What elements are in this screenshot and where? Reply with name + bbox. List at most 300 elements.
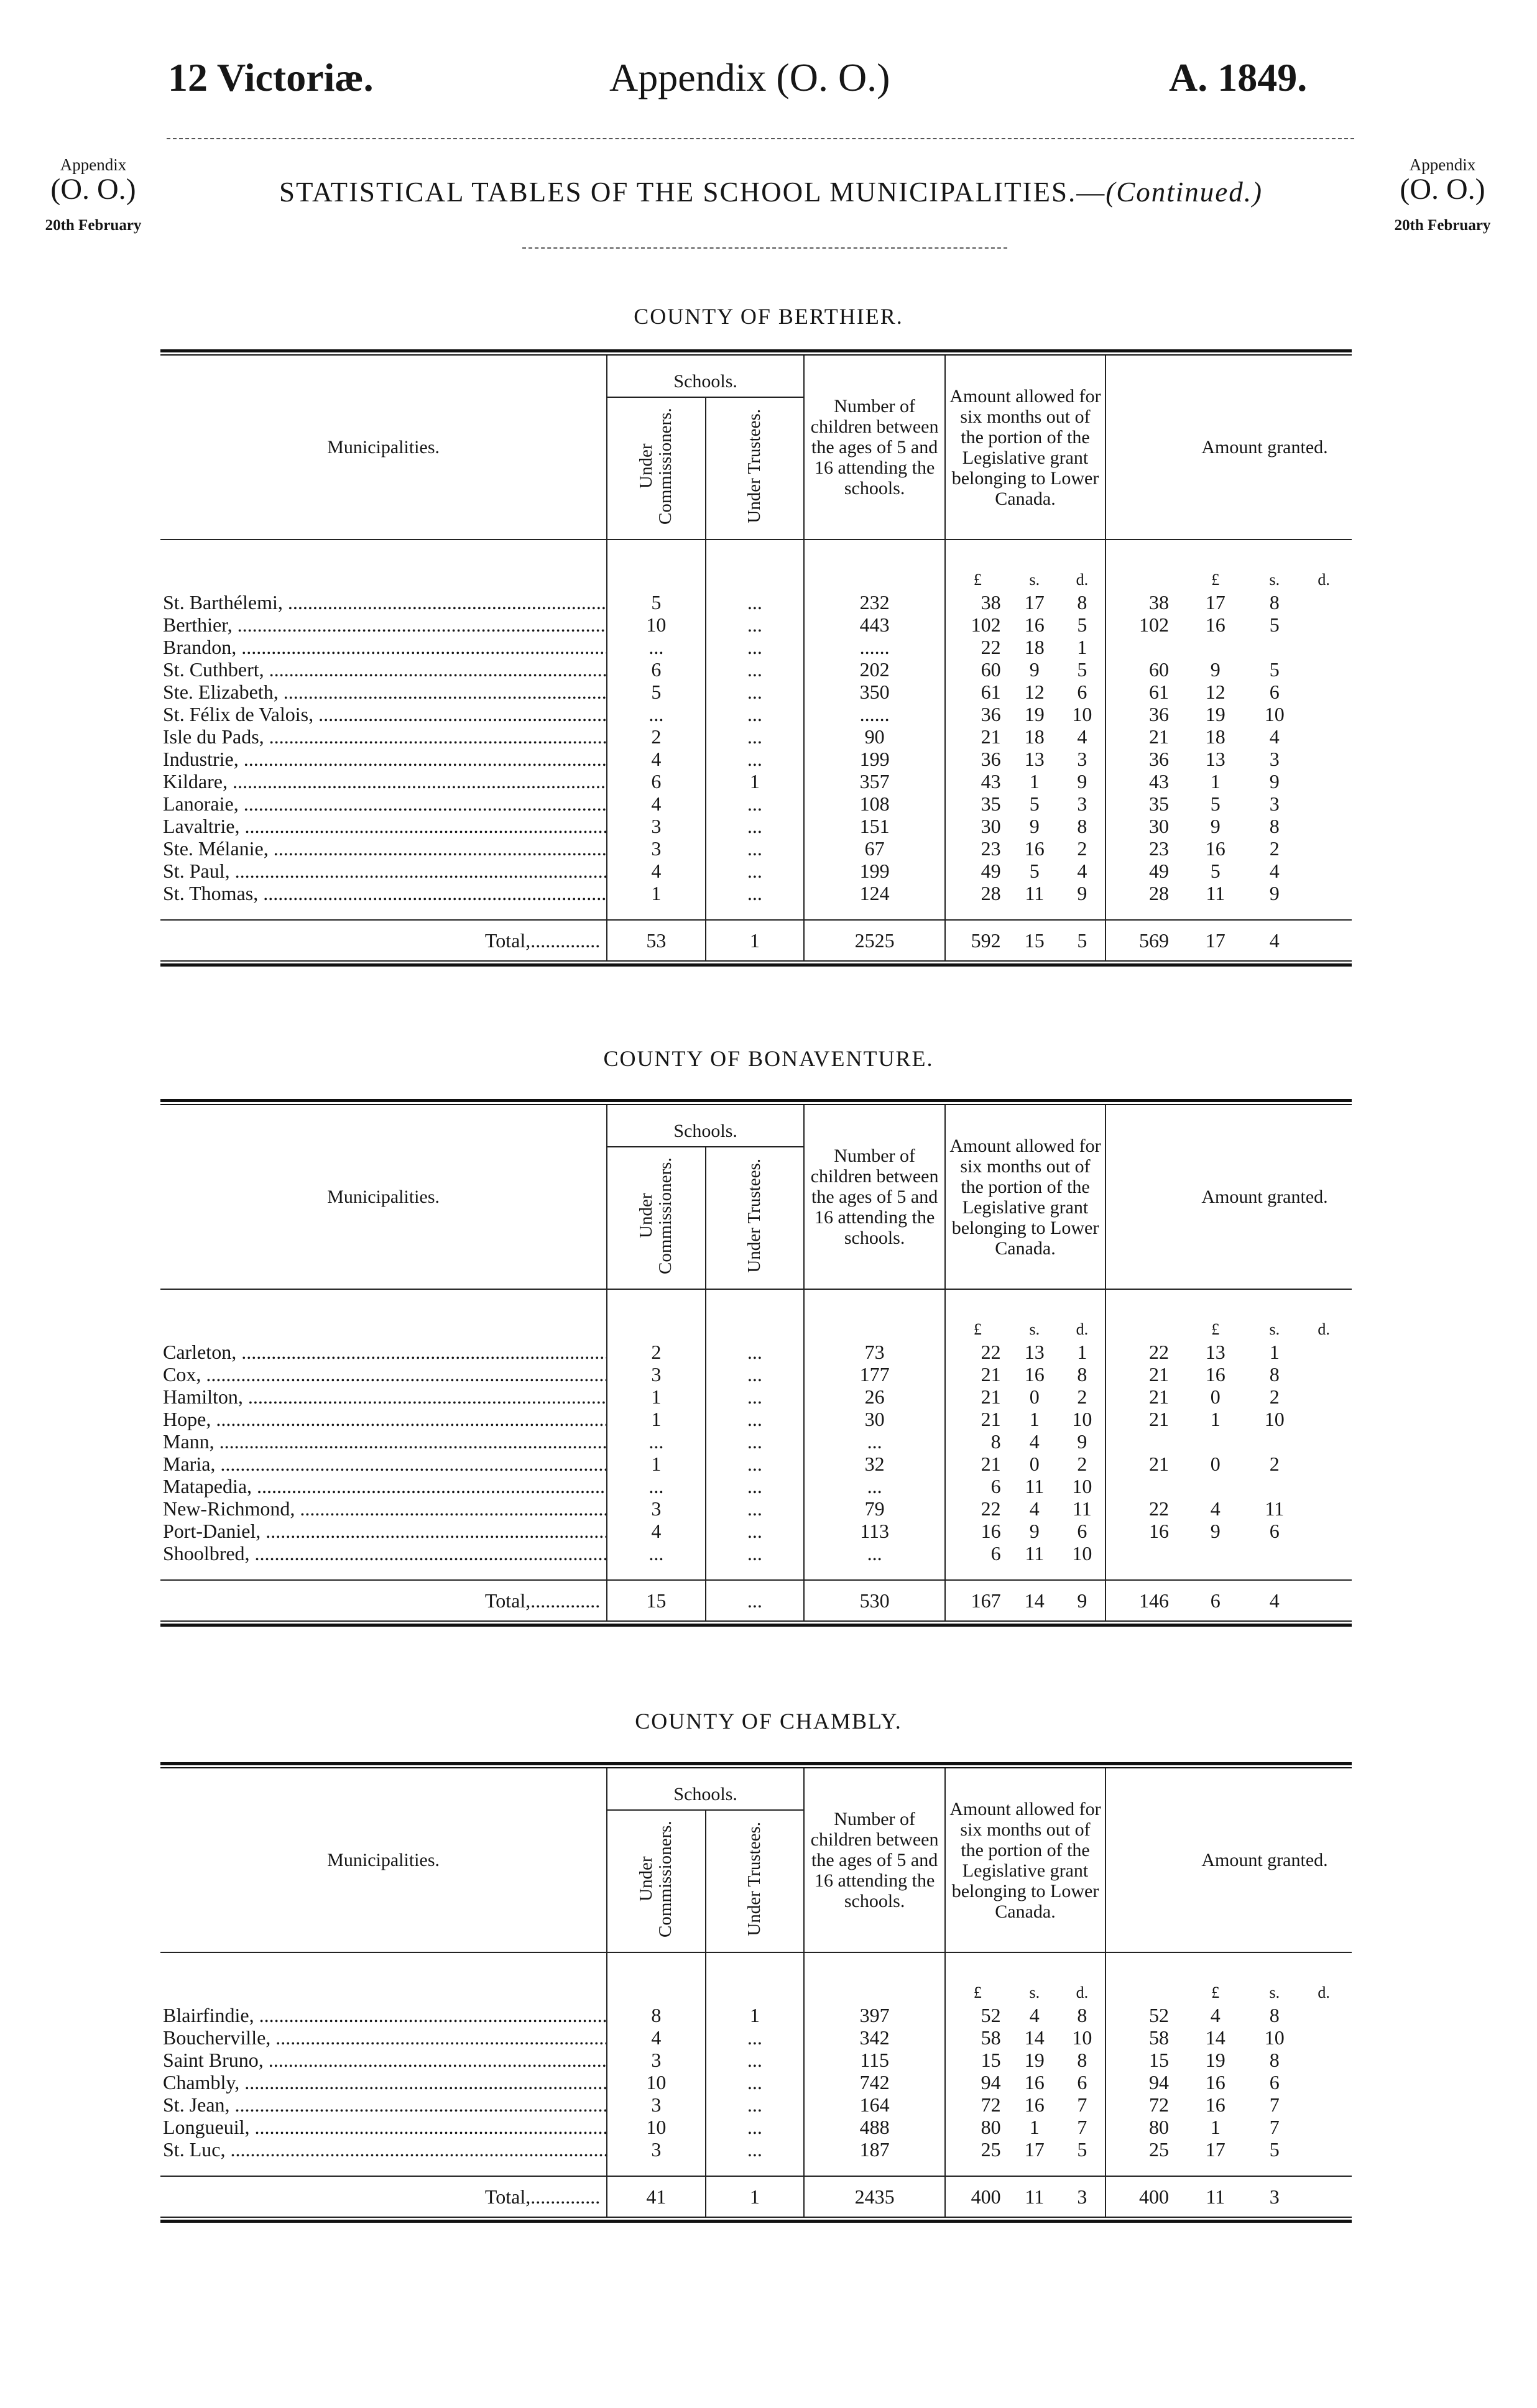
allowed-pounds-cell: 52 <box>945 2004 1010 2026</box>
header-schools: Schools. <box>607 1105 804 1147</box>
allowed-shillings-cell: 0 <box>1029 1386 1040 1408</box>
children-cell: 199 <box>804 748 945 770</box>
granted-pence-cell <box>1253 636 1296 658</box>
commissioners-cell: 4 <box>607 860 705 882</box>
header-under-trustees: Under Trustees. <box>744 1159 765 1273</box>
commissioners-cell: 3 <box>607 1363 705 1386</box>
commissioners-cell: 10 <box>607 2071 705 2093</box>
header-under-trustees: Under Trustees. <box>744 409 765 523</box>
children-cell: 164 <box>804 2093 945 2116</box>
total-trustees: 1 <box>706 920 804 960</box>
allowed-pounds-cell: 6 <box>945 1542 1010 1565</box>
header-children: Number of children between the ages of 5 and 16 attending the schools. <box>804 356 945 540</box>
children-cell: 79 <box>804 1497 945 1520</box>
allowed-pounds-cell: 21 <box>945 1363 1010 1386</box>
trustees-cell: ... <box>706 1453 804 1475</box>
municipality-name: St. Jean, <box>163 2093 230 2116</box>
allowed-pence-cell: 9 <box>1077 1430 1087 1453</box>
allowed-pence-cell: 7 <box>1077 2116 1087 2138</box>
trustees-cell: ... <box>706 1475 804 1497</box>
trustees-cell: ... <box>706 2138 804 2161</box>
allowed-pence-cell: 10 <box>1072 1542 1092 1565</box>
allowed-pounds-cell: 38 <box>945 591 1010 613</box>
granted-shillings-cell <box>1178 1475 1253 1497</box>
trustees-cell: ... <box>706 1408 804 1430</box>
table-row <box>160 725 1352 748</box>
granted-shillings-cell: 13 <box>1205 1341 1225 1363</box>
page-title-main: STATISTICAL TABLES OF THE SCHOOL MUNICIPALITIES.— <box>279 177 1106 208</box>
granted-shillings-cell: 5 <box>1210 793 1221 815</box>
table-row <box>160 1497 1352 1520</box>
granted-shillings-cell: 11 <box>1206 882 1225 904</box>
total-allowed-shillings: 14 <box>1010 1580 1059 1620</box>
header-right: A. 1849. <box>1169 55 1308 99</box>
side-note-right <box>1368 155 1517 235</box>
allowed-pounds-cell: 35 <box>945 793 1010 815</box>
granted-pounds-cell: 22 <box>1105 1341 1178 1363</box>
header-children: Number of children between the ages of 5 and 16 attending the schools. <box>804 1768 945 1952</box>
municipality-name: Boucherville, <box>163 2026 271 2049</box>
municipality-name: Lanoraie, <box>163 793 239 815</box>
table-row <box>160 1542 1352 1565</box>
granted-pounds-cell: 21 <box>1105 725 1178 748</box>
allowed-pounds-cell: 22 <box>945 636 1010 658</box>
total-granted-pence: 4 <box>1253 1580 1296 1620</box>
granted-pounds-cell: 21 <box>1105 1453 1178 1475</box>
table-row <box>160 703 1352 725</box>
total-allowed-pounds: 592 <box>945 920 1010 960</box>
county-heading-bonaventure: COUNTY OF BONAVENTURE. <box>603 1046 934 1071</box>
table-bonaventure <box>160 1099 1352 1627</box>
total-granted-pounds: 400 <box>1105 2176 1178 2217</box>
allowed-shillings-cell: 14 <box>1024 2026 1045 2049</box>
total-allowed-shillings: 11 <box>1010 2176 1059 2217</box>
table-row <box>160 658 1352 681</box>
granted-pounds-cell: 43 <box>1105 770 1178 793</box>
table-bottom-rule <box>160 2217 1352 2223</box>
granted-shillings-cell: 0 <box>1210 1386 1221 1408</box>
municipality-name: Mann, <box>163 1430 215 1453</box>
header-left: 12 Victoriæ. <box>168 55 374 99</box>
header-schools: Schools. <box>607 356 804 397</box>
trustees-cell: ... <box>706 793 804 815</box>
total-label: Total, <box>484 2185 531 2208</box>
allowed-pence-cell: 8 <box>1077 2004 1087 2026</box>
allowed-pounds-cell: 22 <box>945 1497 1010 1520</box>
trustees-cell: ... <box>706 2049 804 2071</box>
commissioners-cell: 6 <box>607 770 705 793</box>
table-row <box>160 748 1352 770</box>
commissioners-cell: 10 <box>607 2116 705 2138</box>
commissioners-cell: 8 <box>607 2004 705 2026</box>
allowed-shillings-cell: 11 <box>1025 1475 1045 1497</box>
municipality-name: Ste. Mélanie, <box>163 837 269 860</box>
table-row <box>160 2071 1352 2093</box>
allowed-shillings-cell: 9 <box>1029 815 1040 837</box>
children-cell: 177 <box>804 1363 945 1386</box>
children-cell: 350 <box>804 681 945 703</box>
side-note-left <box>19 155 168 235</box>
children-cell: 113 <box>804 1520 945 1542</box>
granted-pence-cell: 2 <box>1269 1453 1280 1475</box>
granted-pence-cell: 8 <box>1269 2004 1280 2026</box>
municipality-name: St. Cuthbert, <box>163 658 264 681</box>
allowed-pounds-cell: 80 <box>945 2116 1010 2138</box>
header-municipalities: Municipalities. <box>327 1187 440 1207</box>
municipality-name: Chambly, <box>163 2071 240 2093</box>
unit-pound: £ <box>1211 1983 1220 2001</box>
granted-pounds-cell: 36 <box>1105 748 1178 770</box>
total-children: 530 <box>804 1580 945 1620</box>
side-note-left-line3: 20th February <box>45 217 142 234</box>
trustees-cell: 1 <box>706 2004 804 2026</box>
header-rule <box>167 138 1354 139</box>
trustees-cell: ... <box>706 1520 804 1542</box>
municipality-name: Berthier, <box>163 613 233 636</box>
granted-pounds-cell: 102 <box>1105 613 1178 636</box>
unit-pound: £ <box>1211 1320 1220 1338</box>
unit-pound: £ <box>945 1982 1010 2004</box>
granted-pounds-cell: 72 <box>1105 2093 1178 2116</box>
allowed-pounds-cell: 94 <box>945 2071 1010 2093</box>
commissioners-cell: 1 <box>607 1453 705 1475</box>
allowed-pounds-cell: 21 <box>945 1386 1010 1408</box>
unit-pence: d. <box>1318 1320 1330 1338</box>
granted-pence-cell: 10 <box>1264 2026 1285 2049</box>
statistics-table <box>160 1768 1352 2217</box>
unit-shilling: s. <box>1269 571 1280 589</box>
children-cell: 90 <box>804 725 945 748</box>
granted-pounds-cell: 16 <box>1105 1520 1178 1542</box>
commissioners-cell: 4 <box>607 1520 705 1542</box>
commissioners-cell: 3 <box>607 2093 705 2116</box>
granted-shillings-cell: 12 <box>1205 681 1225 703</box>
granted-pounds-cell: 36 <box>1105 703 1178 725</box>
allowed-pounds-cell: 8 <box>945 1430 1010 1453</box>
granted-pounds-cell: 52 <box>1105 2004 1178 2026</box>
granted-pounds-cell: 49 <box>1105 860 1178 882</box>
header-amount-allowed: Amount allowed for six months out of the portion of the Legislative grant belonging to Lower Canada. <box>945 1768 1105 1952</box>
total-commissioners: 53 <box>607 920 705 960</box>
table-row <box>160 815 1352 837</box>
granted-shillings-cell: 17 <box>1205 2138 1225 2161</box>
granted-shillings-cell: 16 <box>1205 2071 1225 2093</box>
total-leader: .............. <box>530 1589 601 1612</box>
total-granted-pence: 3 <box>1253 2176 1296 2217</box>
allowed-shillings-cell: 5 <box>1029 793 1040 815</box>
unit-pound: £ <box>945 1318 1010 1341</box>
total-allowed-pence: 9 <box>1059 1580 1105 1620</box>
children-cell: 73 <box>804 1341 945 1363</box>
total-granted-shillings: 11 <box>1178 2176 1253 2217</box>
granted-pence-cell: 2 <box>1269 1386 1280 1408</box>
children-cell: ... <box>804 1475 945 1497</box>
allowed-pounds-cell: 15 <box>945 2049 1010 2071</box>
allowed-pounds-cell: 43 <box>945 770 1010 793</box>
commissioners-cell: 1 <box>607 882 705 904</box>
municipality-name: Maria, <box>163 1453 216 1475</box>
allowed-pounds-cell: 49 <box>945 860 1010 882</box>
table-row <box>160 636 1352 658</box>
statistics-table <box>160 356 1352 960</box>
allowed-shillings-cell: 16 <box>1024 613 1045 636</box>
trustees-cell: ... <box>706 2071 804 2093</box>
table-top-rule <box>160 1762 1352 1768</box>
header-under-commissioners: Under Commissioners. <box>636 1821 676 1937</box>
children-cell: 108 <box>804 793 945 815</box>
total-leader: .............. <box>530 2185 601 2208</box>
commissioners-cell: 4 <box>607 793 705 815</box>
children-cell: 32 <box>804 1453 945 1475</box>
total-granted-pence: 4 <box>1253 920 1296 960</box>
granted-shillings-cell <box>1178 1542 1253 1565</box>
trustees-cell: ... <box>706 636 804 658</box>
municipality-name: St. Paul, <box>163 860 230 882</box>
children-cell: 342 <box>804 2026 945 2049</box>
allowed-pence-cell: 1 <box>1077 1341 1087 1363</box>
allowed-pounds-cell: 72 <box>945 2093 1010 2116</box>
allowed-shillings-cell: 4 <box>1029 2004 1040 2026</box>
table-top-rule <box>160 1099 1352 1105</box>
municipality-name: New-Richmond, <box>163 1497 295 1520</box>
unit-shilling: s. <box>1029 571 1040 589</box>
allowed-pence-cell: 2 <box>1077 1453 1087 1475</box>
allowed-pounds-cell: 16 <box>945 1520 1010 1542</box>
unit-pence: d. <box>1318 1983 1330 2001</box>
granted-shillings-cell: 9 <box>1210 815 1221 837</box>
unit-pound: £ <box>945 569 1010 591</box>
total-allowed-shillings: 15 <box>1010 920 1059 960</box>
header-under-commissioners: Under Commissioners. <box>636 408 676 525</box>
total-trustees: 1 <box>706 2176 804 2217</box>
municipality-name: Kildare, <box>163 770 228 793</box>
children-cell: 397 <box>804 2004 945 2026</box>
granted-pence-cell: 3 <box>1269 748 1280 770</box>
municipality-name: Blairfindie, <box>163 2004 254 2026</box>
granted-pounds-cell <box>1105 1475 1178 1497</box>
table-row <box>160 1408 1352 1430</box>
granted-shillings-cell: 1 <box>1210 1408 1221 1430</box>
children-cell: 742 <box>804 2071 945 2093</box>
allowed-pence-cell: 7 <box>1077 2093 1087 2116</box>
unit-pence: d. <box>1076 1320 1089 1338</box>
commissioners-cell: 5 <box>607 681 705 703</box>
side-note-right-line2: (O. O.) <box>1400 173 1485 206</box>
granted-pounds-cell: 25 <box>1105 2138 1178 2161</box>
table-row <box>160 860 1352 882</box>
allowed-pounds-cell: 6 <box>945 1475 1010 1497</box>
granted-pence-cell <box>1253 1430 1296 1453</box>
commissioners-cell: ... <box>607 1430 705 1453</box>
commissioners-cell: 6 <box>607 658 705 681</box>
unit-shilling: s. <box>1269 1320 1280 1338</box>
header-under-commissioners: Under Commissioners. <box>636 1157 676 1274</box>
header-amount-granted: Amount granted. <box>1201 1850 1328 1870</box>
allowed-pence-cell: 10 <box>1072 1408 1092 1430</box>
granted-pence-cell: 8 <box>1269 2049 1280 2071</box>
table-row <box>160 1363 1352 1386</box>
granted-shillings-cell: 16 <box>1205 1363 1225 1386</box>
table-bottom-rule <box>160 960 1352 967</box>
page-title-continued: (Continued.) <box>1105 177 1263 208</box>
commissioners-cell: ... <box>607 703 705 725</box>
commissioners-cell: 3 <box>607 815 705 837</box>
municipality-name: St. Félix de Valois, <box>163 703 314 725</box>
granted-shillings-cell: 19 <box>1205 2049 1225 2071</box>
granted-shillings-cell: 16 <box>1205 837 1225 860</box>
commissioners-cell: 3 <box>607 2049 705 2071</box>
allowed-shillings-cell: 1 <box>1029 770 1040 793</box>
header-center: Appendix (O. O.) <box>609 55 890 99</box>
granted-pence-cell: 8 <box>1269 591 1280 613</box>
municipality-name: Longueuil, <box>163 2116 250 2138</box>
table-chambly <box>160 1762 1352 2223</box>
unit-shilling: s. <box>1269 1983 1280 2001</box>
total-row <box>160 1580 1352 1620</box>
total-leader: .............. <box>530 929 601 952</box>
granted-shillings-cell: 16 <box>1205 613 1225 636</box>
allowed-shillings-cell: 18 <box>1024 636 1045 658</box>
commissioners-cell: 1 <box>607 1386 705 1408</box>
children-cell: ...... <box>804 636 945 658</box>
commissioners-cell: 3 <box>607 1497 705 1520</box>
allowed-pence-cell: 11 <box>1072 1497 1092 1520</box>
municipality-name: Ste. Elizabeth, <box>163 681 279 703</box>
allowed-pence-cell: 5 <box>1077 2138 1087 2161</box>
granted-pence-cell <box>1253 1475 1296 1497</box>
commissioners-cell: 2 <box>607 1341 705 1363</box>
granted-pence-cell: 6 <box>1269 2071 1280 2093</box>
granted-pounds-cell: 21 <box>1105 1408 1178 1430</box>
county-heading-berthier: COUNTY OF BERTHIER. <box>634 304 903 329</box>
municipality-name: Industrie, <box>163 748 239 770</box>
header-under-trustees: Under Trustees. <box>744 1822 765 1936</box>
granted-pence-cell: 3 <box>1269 793 1280 815</box>
trustees-cell: ... <box>706 748 804 770</box>
commissioners-cell: ... <box>607 636 705 658</box>
municipality-name: Port-Daniel, <box>163 1520 261 1542</box>
trustees-cell: ... <box>706 725 804 748</box>
granted-pounds-cell: 60 <box>1105 658 1178 681</box>
trustees-cell: ... <box>706 2026 804 2049</box>
allowed-pence-cell: 8 <box>1077 815 1087 837</box>
granted-shillings-cell: 14 <box>1205 2026 1225 2049</box>
county-heading-chambly: COUNTY OF CHAMBLY. <box>635 1709 902 1734</box>
commissioners-cell: ... <box>607 1475 705 1497</box>
table-row <box>160 1341 1352 1363</box>
total-commissioners: 41 <box>607 2176 705 2217</box>
children-cell: 67 <box>804 837 945 860</box>
municipality-name: St. Thomas, <box>163 882 259 904</box>
allowed-shillings-cell: 9 <box>1029 658 1040 681</box>
commissioners-cell: 5 <box>607 591 705 613</box>
granted-shillings-cell: 5 <box>1210 860 1221 882</box>
granted-pounds-cell: 61 <box>1105 681 1178 703</box>
granted-shillings-cell <box>1178 1430 1253 1453</box>
allowed-pence-cell: 8 <box>1077 591 1087 613</box>
allowed-pence-cell: 10 <box>1072 703 1092 725</box>
allowed-pence-cell: 9 <box>1077 770 1087 793</box>
allowed-pounds-cell: 25 <box>945 2138 1010 2161</box>
commissioners-cell: 1 <box>607 1408 705 1430</box>
granted-pounds-cell <box>1105 1542 1178 1565</box>
allowed-pence-cell: 8 <box>1077 2049 1087 2071</box>
allowed-pounds-cell: 58 <box>945 2026 1010 2049</box>
granted-pounds-cell: 80 <box>1105 2116 1178 2138</box>
granted-pence-cell: 10 <box>1264 1408 1285 1430</box>
children-cell: 357 <box>804 770 945 793</box>
municipality-name: Saint Bruno, <box>163 2049 264 2071</box>
granted-pence-cell: 4 <box>1269 725 1280 748</box>
header-amount-granted: Amount granted. <box>1201 1187 1328 1207</box>
children-cell: 187 <box>804 2138 945 2161</box>
allowed-pence-cell: 6 <box>1077 2071 1087 2093</box>
allowed-pounds-cell: 23 <box>945 837 1010 860</box>
allowed-pence-cell: 2 <box>1077 1386 1087 1408</box>
trustees-cell: ... <box>706 860 804 882</box>
municipality-name: Matapedia, <box>163 1475 252 1497</box>
table-row <box>160 681 1352 703</box>
title-rule <box>522 247 1007 249</box>
children-cell: 443 <box>804 613 945 636</box>
table-row <box>160 2026 1352 2049</box>
trustees-cell: ... <box>706 1497 804 1520</box>
granted-pounds-cell: 94 <box>1105 2071 1178 2093</box>
granted-pence-cell: 5 <box>1269 2138 1280 2161</box>
children-cell: ... <box>804 1430 945 1453</box>
allowed-pence-cell: 4 <box>1077 860 1087 882</box>
total-allowed-pence: 5 <box>1059 920 1105 960</box>
total-row <box>160 2176 1352 2217</box>
commissioners-cell: 3 <box>607 837 705 860</box>
allowed-pence-cell: 3 <box>1077 793 1087 815</box>
municipality-name: Lavaltrie, <box>163 815 240 837</box>
table-row <box>160 2093 1352 2116</box>
allowed-shillings-cell: 16 <box>1024 1363 1045 1386</box>
allowed-shillings-cell: 13 <box>1024 1341 1045 1363</box>
trustees-cell: ... <box>706 1386 804 1408</box>
granted-pence-cell: 8 <box>1269 815 1280 837</box>
allowed-shillings-cell: 4 <box>1029 1430 1040 1453</box>
allowed-pounds-cell: 102 <box>945 613 1010 636</box>
total-label: Total, <box>484 1589 531 1612</box>
commissioners-cell: 4 <box>607 2026 705 2049</box>
commissioners-cell: ... <box>607 1542 705 1565</box>
granted-pounds-cell: 28 <box>1105 882 1178 904</box>
granted-pounds-cell <box>1105 636 1178 658</box>
granted-shillings-cell <box>1178 636 1253 658</box>
granted-shillings-cell: 9 <box>1210 1520 1221 1542</box>
header-amount-granted: Amount granted. <box>1201 437 1328 457</box>
granted-pounds-cell: 58 <box>1105 2026 1178 2049</box>
total-children: 2435 <box>804 2176 945 2217</box>
trustees-cell: ... <box>706 703 804 725</box>
granted-pence-cell: 2 <box>1269 837 1280 860</box>
allowed-shillings-cell: 1 <box>1029 1408 1040 1430</box>
header-municipalities: Municipalities. <box>327 437 440 457</box>
granted-shillings-cell: 1 <box>1210 770 1221 793</box>
allowed-pence-cell: 3 <box>1077 748 1087 770</box>
children-cell: 115 <box>804 2049 945 2071</box>
trustees-cell: ... <box>706 1542 804 1565</box>
granted-pounds-cell: 22 <box>1105 1497 1178 1520</box>
allowed-pounds-cell: 21 <box>945 1453 1010 1475</box>
allowed-pounds-cell: 61 <box>945 681 1010 703</box>
table-row <box>160 882 1352 904</box>
granted-pounds-cell: 15 <box>1105 2049 1178 2071</box>
allowed-pence-cell: 1 <box>1077 636 1087 658</box>
municipality-name: Hope, <box>163 1408 211 1430</box>
